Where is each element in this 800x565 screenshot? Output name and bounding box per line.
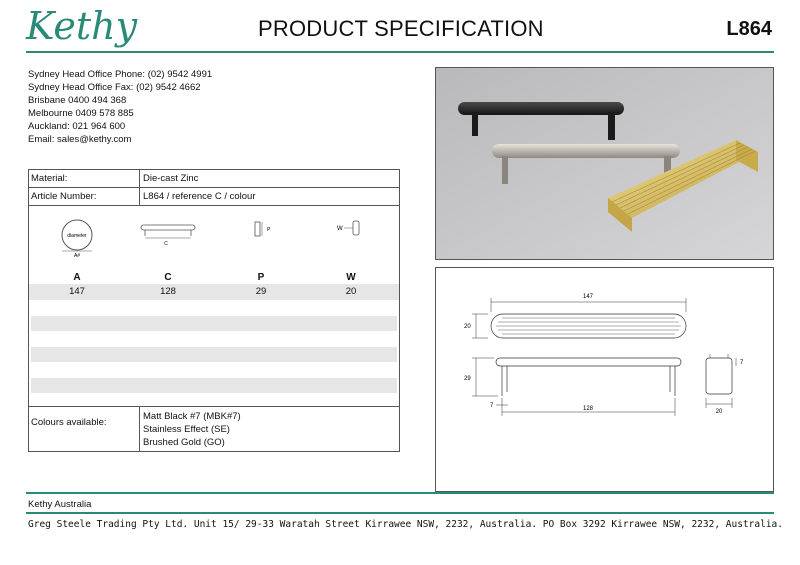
dim-label-c: C bbox=[164, 272, 172, 283]
dim-value-c: 128 bbox=[160, 286, 176, 297]
contact-block bbox=[28, 68, 212, 146]
footer-company: Kethy Australia bbox=[28, 499, 92, 510]
colour-matt-black: Matt Black #7 (MBK#7) bbox=[143, 411, 241, 422]
colours-row bbox=[29, 406, 399, 451]
dim-width-20: 20 bbox=[464, 324, 471, 330]
article-label: Article Number: bbox=[31, 191, 97, 202]
colour-stainless: Stainless Effect (SE) bbox=[143, 424, 230, 435]
dim-value-a: 147 bbox=[69, 286, 85, 297]
page-title: PRODUCT SPECIFICATION bbox=[258, 16, 544, 41]
dim-length-147: 147 bbox=[582, 294, 594, 300]
dimensions-block bbox=[29, 206, 399, 406]
dim-centres-128: 128 bbox=[582, 406, 594, 412]
brand-logo: Kethy bbox=[26, 4, 138, 48]
dim-value-w: 20 bbox=[345, 286, 357, 297]
material-label: Material: bbox=[31, 173, 68, 184]
a-hash-icon-text: A# bbox=[73, 253, 81, 259]
dim-height-29: 29 bbox=[464, 376, 471, 382]
dim-values-row bbox=[29, 284, 399, 300]
header-rule bbox=[26, 51, 774, 53]
dim-value-p: 29 bbox=[255, 286, 267, 297]
contact-email[interactable]: Email: sales@kethy.com bbox=[28, 134, 132, 145]
empty-row bbox=[31, 378, 397, 393]
footer-address: Greg Steele Trading Pty Ltd. Unit 15/ 29-33 Waratah Street Kirrawee NSW, 2232, Australia. PO Box 3292 Kirrawee NSW, 2232, Australia. bbox=[28, 519, 783, 530]
contact-phone: Sydney Head Office Phone: (02) 9542 4991 bbox=[28, 69, 213, 80]
footer-rule-top bbox=[26, 492, 774, 494]
spec-table bbox=[28, 169, 400, 452]
diameter-icon bbox=[57, 216, 97, 260]
article-value: L864 / reference C / colour bbox=[143, 191, 256, 202]
c-icon-text: C bbox=[164, 241, 168, 246]
material-value: Die-cast Zinc bbox=[143, 173, 199, 184]
material-row bbox=[29, 170, 399, 188]
dim-label-p: P bbox=[257, 272, 265, 283]
dim-label-a: A bbox=[73, 272, 81, 283]
footer-rule bbox=[26, 512, 774, 514]
colours-label: Colours available: bbox=[31, 417, 107, 428]
width-icon bbox=[333, 216, 373, 246]
article-row bbox=[29, 188, 399, 206]
contact-auckland: Auckland: 021 964 600 bbox=[28, 121, 126, 132]
contact-brisbane: Brisbane 0400 494 368 bbox=[28, 95, 127, 106]
colours-list bbox=[143, 410, 241, 449]
dim-side-width-20: 20 bbox=[715, 409, 723, 415]
p-icon-text: P bbox=[267, 227, 271, 233]
dim-label-w: W bbox=[346, 272, 356, 283]
colours-divider bbox=[139, 407, 140, 451]
dim-leg-7: 7 bbox=[490, 403, 494, 409]
empty-row bbox=[31, 316, 397, 331]
handle-length-icon bbox=[137, 216, 201, 246]
contact-melbourne: Melbourne 0409 578 885 bbox=[28, 108, 134, 119]
product-code: L864 bbox=[726, 18, 772, 40]
product-photo bbox=[435, 67, 774, 260]
technical-drawing bbox=[435, 267, 774, 492]
diameter-icon-text: diameter bbox=[67, 233, 87, 239]
empty-row bbox=[31, 347, 397, 362]
w-icon-text: W bbox=[337, 226, 343, 232]
dim-side-leg-7: 7 bbox=[740, 360, 744, 366]
contact-fax: Sydney Head Office Fax: (02) 9542 4662 bbox=[28, 82, 201, 93]
colour-brushed-gold: Brushed Gold (GO) bbox=[143, 437, 225, 448]
projection-icon bbox=[249, 216, 279, 246]
